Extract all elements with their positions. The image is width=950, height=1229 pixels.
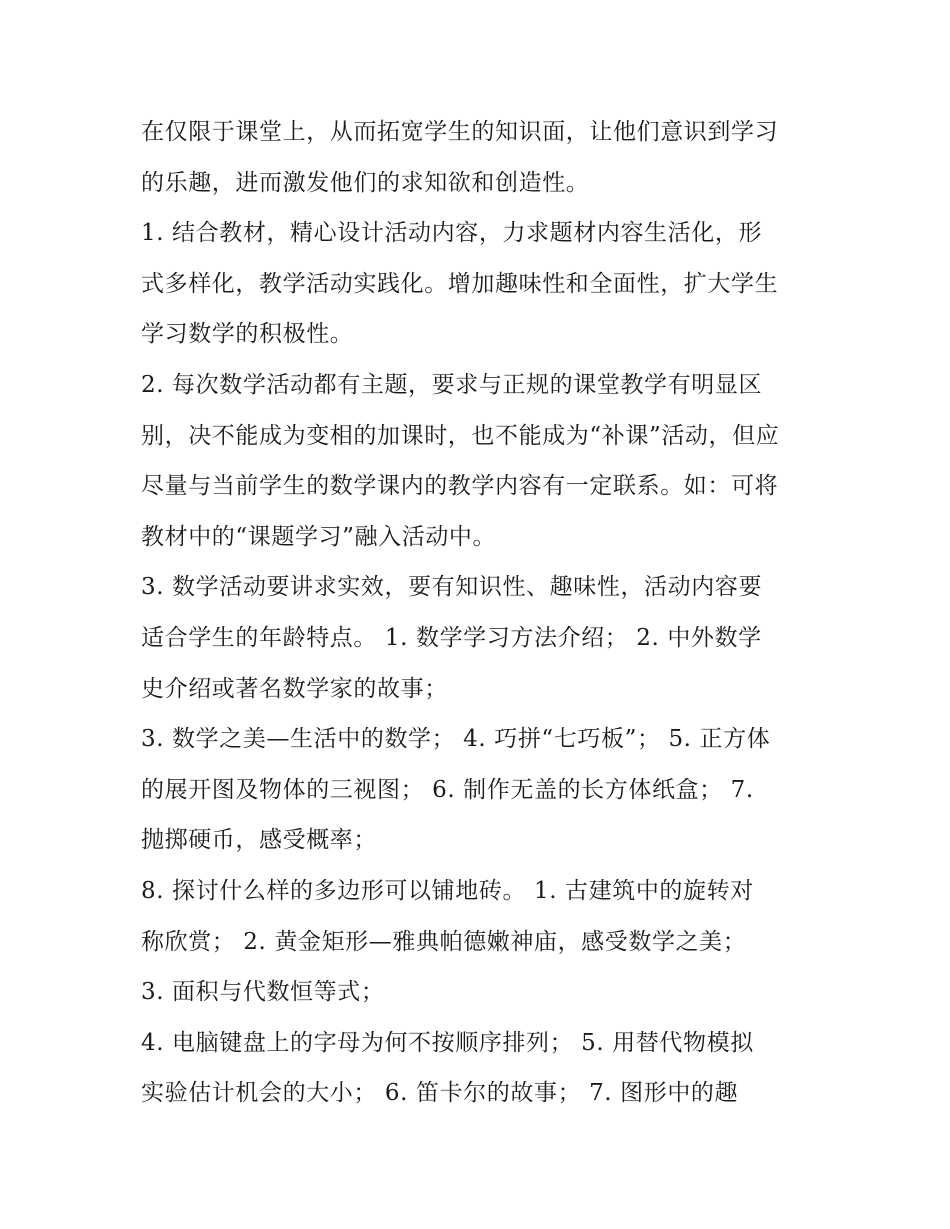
text-line: 史介绍或著名数学家的故事； <box>141 675 448 702</box>
document-body <box>141 107 821 1119</box>
text-line: 称欣赏； 2. 黄金矩形—雅典帕德嫩神庙，感受数学之美； <box>141 928 747 955</box>
text-line: 2. 每次数学活动都有主题，要求与正规的课堂教学有明显区 <box>141 371 763 398</box>
text-line: 的乐趣，进而激发他们的求知欲和创造性。 <box>141 169 590 196</box>
text-line: 8. 探讨什么样的多边形可以铺地砖。 1. 古建筑中的旋转对 <box>141 877 754 904</box>
text-line: 别，决不能成为变相的加课时，也不能成为“补课”活动，但应 <box>141 422 780 449</box>
text-line: 学习数学的积极性。 <box>141 321 354 348</box>
text-line: 3. 数学活动要讲求实效，要有知识性、趣味性，活动内容要 <box>141 574 763 601</box>
text-line: 抛掷硬币，感受概率； <box>141 827 377 854</box>
text-line: 式多样化，教学活动实践化。增加趣味性和全面性，扩大学生 <box>141 270 779 297</box>
text-line: 尽量与当前学生的数学课内的教学内容有一定联系。如：可将 <box>141 473 779 500</box>
text-line: 教材中的“课题学习”融入活动中。 <box>141 523 497 550</box>
text-line: 实验估计机会的大小； 6. 笛卡尔的故事； 7. 图形中的趣 <box>141 1080 739 1107</box>
text-line: 的展开图及物体的三视图； 6. 制作无盖的长方体纸盒； 7. <box>141 776 754 803</box>
text-line: 4. 电脑键盘上的字母为何不按顺序排列； 5. 用替代物模拟 <box>141 1029 754 1056</box>
text-line: 3. 面积与代数恒等式； <box>141 979 385 1006</box>
text-line: 3. 数学之美—生活中的数学； 4. 巧拼“七巧板”； 5. 正方体 <box>141 726 771 753</box>
text-line: 1. 结合教材，精心设计活动内容，力求题材内容生活化，形 <box>141 220 763 247</box>
text-line: 在仅限于课堂上，从而拓宽学生的知识面，让他们意识到学习 <box>141 119 779 145</box>
text-line: 适合学生的年龄特点。 1. 数学学习方法介绍； 2. 中外数学 <box>141 624 762 651</box>
